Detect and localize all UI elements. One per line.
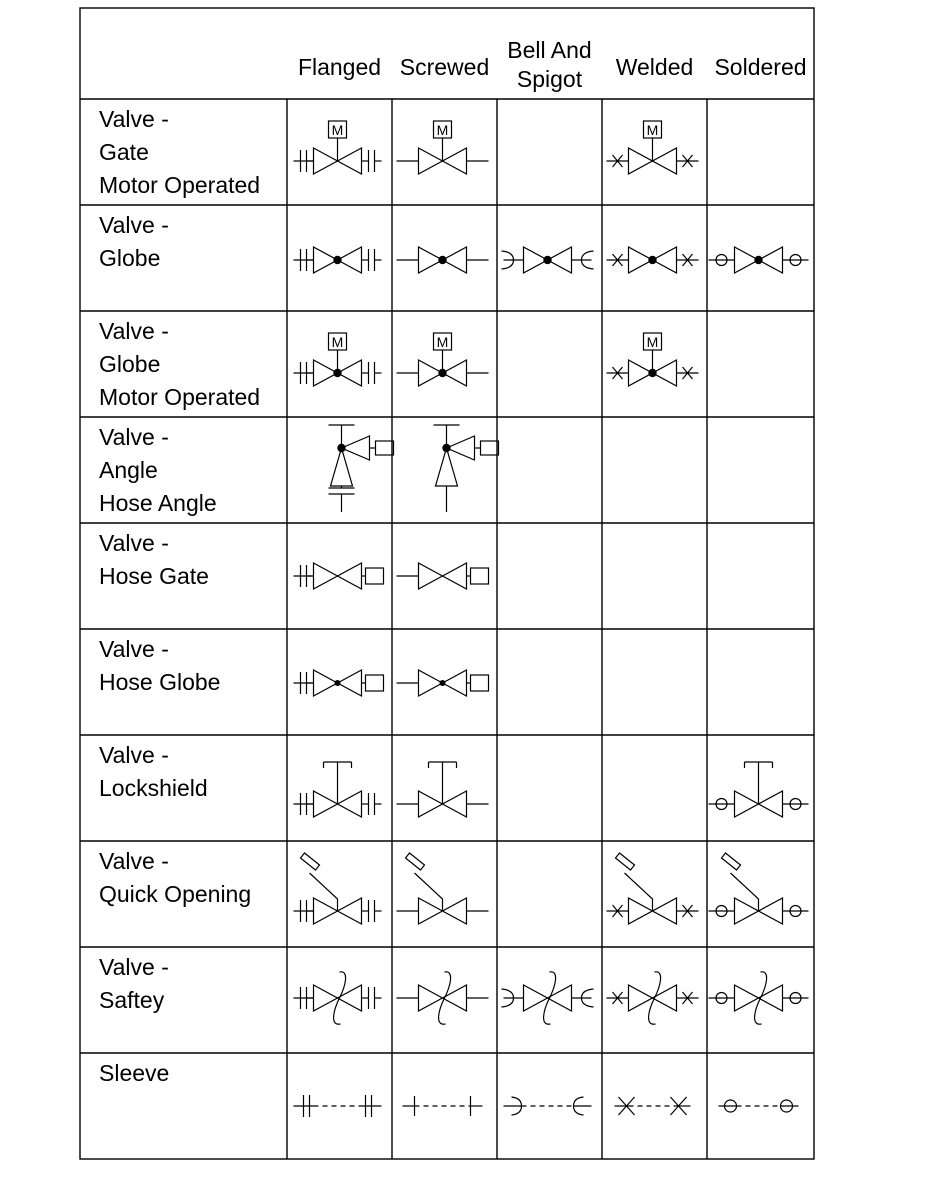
hose-gate-screwed-symbol <box>397 563 489 589</box>
lockshield-screwed-symbol <box>397 762 489 817</box>
quick-opening-soldered-symbol <box>709 853 809 924</box>
hose-globe-screwed-symbol <box>397 670 489 696</box>
row-label-line: Valve - <box>99 106 169 132</box>
quick-opening-welded-symbol <box>607 853 699 924</box>
table-row <box>99 424 499 516</box>
row-label <box>99 954 169 1013</box>
safety-welded-symbol <box>607 972 699 1024</box>
row-label-line: Valve - <box>99 212 169 238</box>
hose-angle-flanged-symbol <box>329 425 394 512</box>
row-label-line: Sleeve <box>99 1060 170 1086</box>
hose-gate-flanged-symbol <box>294 563 384 589</box>
sleeve-soldered-symbol <box>719 1100 799 1112</box>
motor-label: M <box>436 334 449 350</box>
table-row <box>99 530 489 589</box>
lockshield-soldered-symbol <box>709 762 809 817</box>
lockshield-flanged-symbol <box>294 762 382 817</box>
column-header-bell <box>507 37 591 92</box>
row-label-line: Hose Gate <box>99 563 209 589</box>
gate-motor-welded-symbol <box>607 121 699 174</box>
motor-label: M <box>436 122 449 138</box>
row-label <box>99 318 260 410</box>
table-row <box>99 636 489 696</box>
row-label-line: Valve - <box>99 848 169 874</box>
motor-label: M <box>646 334 659 350</box>
column-header-line: Bell And <box>507 37 592 63</box>
row-label <box>99 530 209 589</box>
row-label <box>99 742 208 801</box>
sleeve-screwed-symbol <box>403 1096 483 1116</box>
hose-globe-flanged-symbol <box>294 670 384 696</box>
table-row <box>99 212 809 273</box>
table-rows <box>99 106 809 1117</box>
table-row <box>99 318 699 410</box>
row-label-line: Angle <box>99 457 158 483</box>
table-row <box>99 1060 799 1117</box>
row-label-line: Quick Opening <box>99 881 252 907</box>
row-label-line: Hose Globe <box>99 669 221 695</box>
sleeve-bell-symbol <box>504 1097 592 1115</box>
row-label-line: Valve - <box>99 530 169 556</box>
safety-flanged-symbol <box>294 972 382 1024</box>
row-label <box>99 636 220 695</box>
row-label <box>99 212 169 271</box>
row-label-line: Hose Angle <box>99 490 217 516</box>
quick-opening-flanged-symbol <box>294 853 382 924</box>
gate-motor-screwed-symbol <box>397 121 489 174</box>
row-label-line: Globe <box>99 351 161 377</box>
globe-motor-screwed-symbol <box>397 333 489 386</box>
gate-motor-flanged-symbol <box>294 121 382 174</box>
row-label-line: Motor Operated <box>99 172 261 198</box>
quick-opening-screwed-symbol <box>397 853 489 924</box>
table-row <box>99 742 809 817</box>
row-label <box>99 1060 169 1086</box>
row-label-line: Valve - <box>99 636 169 662</box>
motor-label: M <box>331 122 344 138</box>
column-header-soldered: Soldered <box>714 54 807 80</box>
table-row <box>99 106 699 198</box>
hose-angle-screwed-symbol <box>434 425 499 512</box>
row-label-line: Valve - <box>99 742 169 768</box>
row-label-line: Gate <box>99 139 149 165</box>
row-label-line: Valve - <box>99 318 169 344</box>
row-label-line: Valve - <box>99 954 169 980</box>
row-label-line: Globe <box>99 245 161 271</box>
sleeve-flanged-symbol <box>294 1095 382 1117</box>
row-label-line: Lockshield <box>99 775 208 801</box>
motor-label: M <box>646 122 659 138</box>
safety-soldered-symbol <box>709 972 809 1024</box>
table-row <box>99 954 809 1024</box>
globe-motor-flanged-symbol <box>294 333 382 386</box>
row-label-line: Saftey <box>99 987 165 1013</box>
column-header-welded: Welded <box>615 54 694 80</box>
row-label-line: Valve - <box>99 424 169 450</box>
row-label <box>99 848 251 907</box>
column-headers <box>298 37 807 92</box>
globe-soldered-symbol <box>709 247 809 273</box>
globe-bell-symbol <box>502 247 594 273</box>
column-header-screwed: Screwed <box>399 54 490 80</box>
sleeve-welded-symbol <box>615 1097 691 1115</box>
row-label <box>99 424 217 516</box>
globe-flanged-symbol <box>294 247 382 273</box>
globe-motor-welded-symbol <box>607 333 699 386</box>
globe-screwed-symbol <box>397 247 489 273</box>
safety-screwed-symbol <box>397 972 489 1024</box>
row-label <box>99 106 260 198</box>
motor-label: M <box>331 334 344 350</box>
table-row <box>99 848 809 924</box>
row-label-line: Motor Operated <box>99 384 261 410</box>
globe-welded-symbol <box>607 247 699 273</box>
column-header-line: Spigot <box>516 66 583 92</box>
safety-bell-symbol <box>502 972 594 1024</box>
column-header-flanged: Flanged <box>297 54 382 80</box>
